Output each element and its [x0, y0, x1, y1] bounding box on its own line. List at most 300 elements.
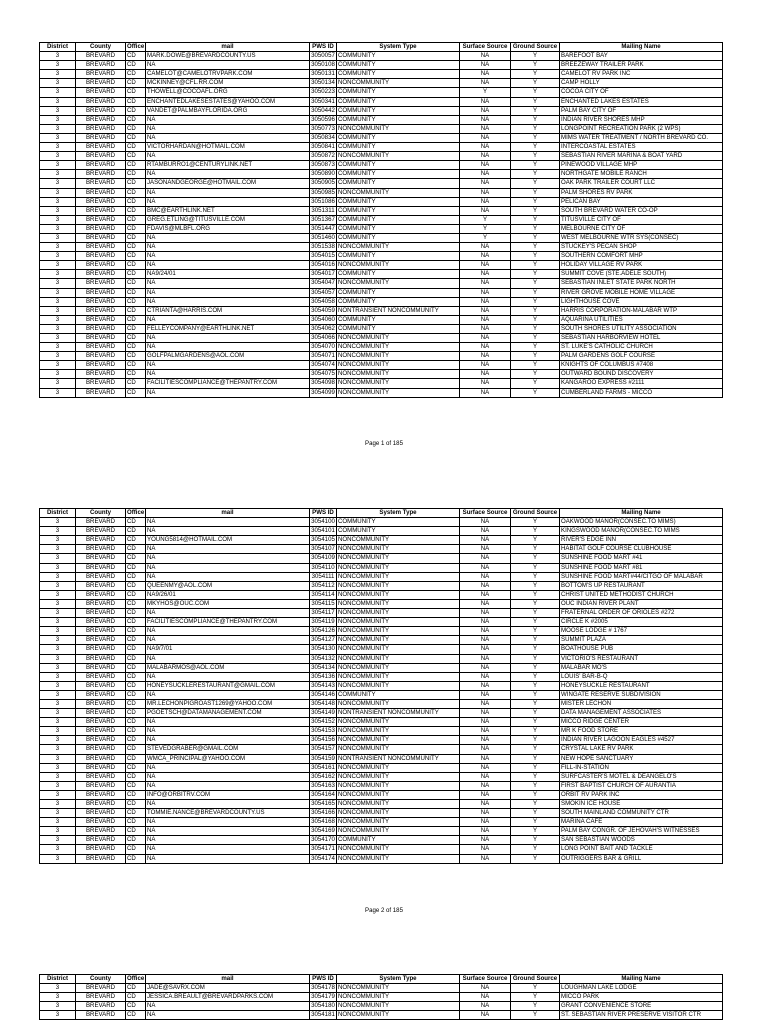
cell-mail: NA [146, 545, 310, 554]
cell-office: CD [126, 599, 146, 608]
cell-mailing-name: PELICAN BAY [560, 197, 723, 206]
cell-mail: NA9/24/01 [146, 270, 310, 279]
cell-county: BREVARD [76, 352, 126, 361]
cell-ground-source: Y [511, 1011, 560, 1020]
cell-surface-source: NA [460, 590, 511, 599]
column-header-ground-source: Ground Source [511, 43, 560, 52]
cell-mailing-name: RIVER'S EDGE INN [560, 536, 723, 545]
cell-ground-source: Y [511, 370, 560, 379]
cell-district: 3 [40, 379, 76, 388]
cell-district: 3 [40, 79, 76, 88]
table-row [40, 243, 723, 252]
cell-system-type: COMMUNITY [337, 197, 460, 206]
table-row [40, 224, 723, 233]
cell-district: 3 [40, 306, 76, 315]
column-header-surface-source: Surface Source [460, 43, 511, 52]
table-row [40, 315, 723, 324]
column-header-mail: mail [146, 509, 310, 518]
cell-system-type: NONCOMMUNITY [337, 800, 460, 809]
cell-system-type: COMMUNITY [337, 288, 460, 297]
cell-mail: NA [146, 772, 310, 781]
cell-district: 3 [40, 279, 76, 288]
cell-mail: NA [146, 818, 310, 827]
cell-mail: NA [146, 518, 310, 527]
table-row [40, 97, 723, 106]
cell-mailing-name: COCOA CITY OF [560, 88, 723, 97]
table-row [40, 545, 723, 554]
cell-mailing-name: OAKWOOD MANOR(CONSEC.TO MIMS) [560, 518, 723, 527]
cell-mail: NA [146, 279, 310, 288]
cell-mail: QUEENMY@AOL.COM [146, 581, 310, 590]
cell-mailing-name: CIRCLE K #2005 [560, 618, 723, 627]
cell-ground-source: Y [511, 115, 560, 124]
cell-office: CD [126, 754, 146, 763]
cell-pws-id: 3054119 [311, 618, 335, 626]
cell-pws-id: 3050131 [311, 70, 335, 78]
cell-ground-source: Y [511, 709, 560, 718]
cell-office: CD [126, 161, 146, 170]
cell-district: 3 [40, 252, 76, 261]
cell-ground-source: Y [511, 306, 560, 315]
cell-pws-id: 3054179 [311, 993, 335, 1001]
cell-ground-source: Y [511, 727, 560, 736]
cell-office: CD [126, 115, 146, 124]
cell-mail: THOWELL@COCOAFL.ORG [146, 88, 310, 97]
cell-ground-source: Y [511, 261, 560, 270]
cell-pws-id: 3050872 [311, 152, 335, 160]
cell-pws-id: 3051460 [311, 233, 335, 241]
cell-district: 3 [40, 361, 76, 370]
cell-ground-source: Y [511, 518, 560, 527]
column-header-mailing-name: Mailing Name [560, 43, 723, 52]
cell-county: BREVARD [76, 179, 126, 188]
cell-district: 3 [40, 718, 76, 727]
cell-district: 3 [40, 1002, 76, 1011]
cell-county: BREVARD [76, 52, 126, 61]
cell-office: CD [126, 563, 146, 572]
cell-system-type: COMMUNITY [337, 315, 460, 324]
cell-mailing-name: ORBIT RV PARK INC [560, 790, 723, 799]
cell-surface-source: NA [460, 206, 511, 215]
cell-office: CD [126, 536, 146, 545]
cell-district: 3 [40, 654, 76, 663]
cell-surface-source: NA [460, 609, 511, 618]
column-header-district: District [40, 509, 76, 518]
table-row [40, 699, 723, 708]
cell-pws-id: 3054127 [311, 636, 335, 644]
table-row [40, 809, 723, 818]
cell-office: CD [126, 993, 146, 1002]
cell-county: BREVARD [76, 279, 126, 288]
column-header-pws-id: PWS ID [310, 509, 337, 518]
cell-ground-source: Y [511, 1002, 560, 1011]
cell-district: 3 [40, 663, 76, 672]
column-header-district: District [40, 975, 76, 984]
cell-surface-source: NA [460, 161, 511, 170]
cell-surface-source: NA [460, 188, 511, 197]
cell-pws-id: 3054062 [311, 324, 335, 332]
table-row [40, 554, 723, 563]
cell-mail: MALABARMOS@AOL.COM [146, 663, 310, 672]
cell-system-type: NONTRANSIENT NONCOMMUNITY [337, 306, 460, 315]
cell-mail: NA [146, 1011, 310, 1020]
cell-ground-source: Y [511, 754, 560, 763]
cell-mailing-name: NEW HOPE SANCTUARY [560, 754, 723, 763]
cell-district: 3 [40, 215, 76, 224]
cell-system-type: COMMUNITY [337, 61, 460, 70]
cell-county: BREVARD [76, 809, 126, 818]
cell-county: BREVARD [76, 270, 126, 279]
cell-district: 3 [40, 618, 76, 627]
cell-mail: MR.LECHONPIGROAST1269@YAHOO.COM [146, 699, 310, 708]
cell-ground-source: Y [511, 618, 560, 627]
cell-mailing-name: FIRST BAPTIST CHURCH OF AURANTIA [560, 781, 723, 790]
cell-ground-source: Y [511, 609, 560, 618]
cell-county: BREVARD [76, 663, 126, 672]
table-row [40, 379, 723, 388]
cell-pws-id: 3050596 [311, 115, 335, 123]
cell-system-type: COMMUNITY [337, 170, 460, 179]
cell-county: BREVARD [76, 152, 126, 161]
cell-ground-source: Y [511, 270, 560, 279]
cell-county: BREVARD [76, 845, 126, 854]
cell-pws-id: 3054105 [311, 536, 335, 544]
cell-office: CD [126, 627, 146, 636]
cell-ground-source: Y [511, 993, 560, 1002]
cell-surface-source: NA [460, 179, 511, 188]
cell-district: 3 [40, 206, 76, 215]
cell-system-type: NONCOMMUNITY [337, 261, 460, 270]
cell-system-type: NONCOMMUNITY [337, 809, 460, 818]
cell-mailing-name: MELBOURNE CITY OF [560, 224, 723, 233]
cell-office: CD [126, 581, 146, 590]
cell-district: 3 [40, 845, 76, 854]
cell-surface-source: NA [460, 343, 511, 352]
document-page-3 [39, 974, 722, 1020]
cell-mailing-name: LIGHTHOUSE COVE [560, 297, 723, 306]
document-page-2 [39, 508, 722, 864]
cell-district: 3 [40, 800, 76, 809]
cell-office: CD [126, 370, 146, 379]
table-row [40, 1002, 723, 1011]
cell-office: CD [126, 252, 146, 261]
column-header-pws-id: PWS ID [310, 975, 337, 984]
cell-system-type: NONCOMMUNITY [337, 736, 460, 745]
table-row [40, 590, 723, 599]
cell-system-type: NONCOMMUNITY [337, 581, 460, 590]
cell-system-type: NONCOMMUNITY [337, 563, 460, 572]
cell-office: CD [126, 781, 146, 790]
cell-pws-id: 3054143 [311, 681, 335, 689]
cell-mailing-name: PALM BAY CONGR. OF JEHOVAH'S WITNESSES [560, 827, 723, 836]
cell-district: 3 [40, 599, 76, 608]
table-row [40, 572, 723, 581]
cell-district: 3 [40, 343, 76, 352]
table-row [40, 690, 723, 699]
cell-system-type: NONCOMMUNITY [337, 854, 460, 863]
cell-mail: NA [146, 343, 310, 352]
cell-mailing-name: WEST MELBOURNE WTR SYS(CONSEC) [560, 233, 723, 242]
cell-county: BREVARD [76, 654, 126, 663]
cell-system-type: NONCOMMUNITY [337, 984, 460, 993]
cell-office: CD [126, 645, 146, 654]
cell-county: BREVARD [76, 206, 126, 215]
table-row [40, 709, 723, 718]
table-row [40, 61, 723, 70]
cell-mail: JESSICA.BREAULT@BREVARDPARKS.COM [146, 993, 310, 1002]
cell-mailing-name: MOOSE LODGE # 1767 [560, 627, 723, 636]
cell-office: CD [126, 97, 146, 106]
cell-pws-id: 3054152 [311, 718, 335, 726]
cell-mail: CTRIANTA@HARRIS.COM [146, 306, 310, 315]
column-header-office: Office [127, 43, 145, 50]
cell-county: BREVARD [76, 334, 126, 343]
cell-district: 3 [40, 536, 76, 545]
cell-office: CD [126, 388, 146, 397]
cell-mailing-name: SURFCASTER'S MOTEL & DEANGELO'S [560, 772, 723, 781]
cell-ground-source: Y [511, 233, 560, 242]
cell-surface-source: NA [460, 854, 511, 863]
table-row [40, 681, 723, 690]
cell-mailing-name: STUCKEY'S PECAN SHOP [560, 243, 723, 252]
cell-mail: STEVEDGRABER@GMAIL.COM [146, 745, 310, 754]
cell-county: BREVARD [76, 143, 126, 152]
table-row [40, 124, 723, 133]
cell-mailing-name: SUNSHINE FOOD MART #81 [560, 563, 723, 572]
cell-pws-id: 3054134 [311, 663, 335, 671]
table-row [40, 252, 723, 261]
table-header-row [40, 509, 723, 518]
cell-mailing-name: MICCO RIDGE CENTER [560, 718, 723, 727]
cell-surface-source: NA [460, 581, 511, 590]
cell-mailing-name: SOUTH BREVARD WATER CO-OP [560, 206, 723, 215]
cell-county: BREVARD [76, 106, 126, 115]
cell-pws-id: 3054170 [311, 836, 335, 844]
cell-system-type: COMMUNITY [337, 179, 460, 188]
table-row [40, 627, 723, 636]
cell-mailing-name: OUTWARD BOUND DISCOVERY [560, 370, 723, 379]
cell-county: BREVARD [76, 827, 126, 836]
cell-office: CD [126, 306, 146, 315]
cell-ground-source: Y [511, 563, 560, 572]
cell-mail: NA [146, 124, 310, 133]
table-row [40, 563, 723, 572]
table-row [40, 827, 723, 836]
cell-ground-source: Y [511, 599, 560, 608]
cell-mail: WMCA_PRINCIPAL@YAHOO.COM [146, 754, 310, 763]
cell-surface-source: NA [460, 243, 511, 252]
cell-ground-source: Y [511, 343, 560, 352]
cell-pws-id: 3054157 [311, 745, 335, 753]
cell-mail: NA [146, 827, 310, 836]
cell-mailing-name: DATA MANAGEMENT ASSOCIATES [560, 709, 723, 718]
cell-surface-source: NA [460, 197, 511, 206]
cell-mailing-name: MICCO PARK [560, 993, 723, 1002]
cell-mailing-name: PALM BAY CITY OF [560, 106, 723, 115]
cell-surface-source: NA [460, 79, 511, 88]
cell-mail: NA [146, 572, 310, 581]
cell-district: 3 [40, 61, 76, 70]
cell-mailing-name: INDIAN RIVER SHORES MHP [560, 115, 723, 124]
cell-surface-source: NA [460, 297, 511, 306]
cell-office: CD [126, 170, 146, 179]
table-row [40, 618, 723, 627]
cell-ground-source: Y [511, 224, 560, 233]
cell-mail: NA [146, 800, 310, 809]
cell-system-type: NONCOMMUNITY [337, 663, 460, 672]
table-row [40, 645, 723, 654]
cell-pws-id: 3054017 [311, 270, 335, 278]
cell-ground-source: Y [511, 206, 560, 215]
cell-pws-id: 3054110 [311, 563, 335, 571]
cell-county: BREVARD [76, 315, 126, 324]
cell-office: CD [126, 654, 146, 663]
cell-mailing-name: BOATHOUSE PUB [560, 645, 723, 654]
cell-ground-source: Y [511, 152, 560, 161]
cell-ground-source: Y [511, 645, 560, 654]
cell-system-type: COMMUNITY [337, 161, 460, 170]
cell-ground-source: Y [511, 690, 560, 699]
cell-surface-source: NA [460, 370, 511, 379]
cell-office: CD [126, 270, 146, 279]
cell-mailing-name: HARRIS CORPORATION-MALABAR WTP [560, 306, 723, 315]
cell-mail: NA [146, 243, 310, 252]
table-row [40, 599, 723, 608]
cell-mail: NA [146, 636, 310, 645]
cell-ground-source: Y [511, 379, 560, 388]
cell-pws-id: 3054109 [311, 554, 335, 562]
cell-office: CD [126, 818, 146, 827]
cell-mail: FELLEYCOMPANY@EARTHLINK.NET [146, 324, 310, 333]
cell-office: CD [126, 143, 146, 152]
cell-ground-source: Y [511, 124, 560, 133]
cell-pws-id: 3054156 [311, 736, 335, 744]
table-row [40, 672, 723, 681]
table-row [40, 334, 723, 343]
cell-pws-id: 3054153 [311, 727, 335, 735]
cell-pws-id: 3054181 [311, 1011, 335, 1019]
cell-office: CD [126, 79, 146, 88]
cell-county: BREVARD [76, 1011, 126, 1020]
cell-county: BREVARD [76, 681, 126, 690]
cell-surface-source: NA [460, 270, 511, 279]
cell-surface-source: NA [460, 718, 511, 727]
cell-mailing-name: LOUGHMAN LAKE LODGE [560, 984, 723, 993]
cell-district: 3 [40, 297, 76, 306]
cell-mailing-name: MISTER LECHON [560, 699, 723, 708]
cell-system-type: NONCOMMUNITY [337, 152, 460, 161]
table-row [40, 306, 723, 315]
cell-mail: NA [146, 736, 310, 745]
cell-surface-source: NA [460, 261, 511, 270]
cell-system-type: NONCOMMUNITY [337, 352, 460, 361]
cell-ground-source: Y [511, 699, 560, 708]
cell-pws-id: 3050985 [311, 188, 335, 196]
cell-mail: NA [146, 261, 310, 270]
table-row [40, 854, 723, 863]
cell-mailing-name: HABITAT GOLF COURSE CLUBHOUSE [560, 545, 723, 554]
cell-office: CD [126, 663, 146, 672]
cell-district: 3 [40, 152, 76, 161]
cell-ground-source: Y [511, 288, 560, 297]
cell-pws-id: 3054126 [311, 627, 335, 635]
cell-office: CD [126, 343, 146, 352]
cell-system-type: COMMUNITY [337, 527, 460, 536]
cell-office: CD [126, 352, 146, 361]
cell-district: 3 [40, 388, 76, 397]
cell-mailing-name: KINGSWOOD MANOR(CONSEC.TO MIMS [560, 527, 723, 536]
cell-district: 3 [40, 106, 76, 115]
cell-system-type: NONCOMMUNITY [337, 343, 460, 352]
cell-district: 3 [40, 527, 76, 536]
cell-mailing-name: SOUTH SHORES UTILITY ASSOCIATION [560, 324, 723, 333]
cell-mailing-name: CUMBERLAND FARMS - MICCO [560, 388, 723, 397]
cell-mail: NA [146, 133, 310, 142]
cell-surface-source: NA [460, 143, 511, 152]
cell-system-type: NONCOMMUNITY [337, 79, 460, 88]
cell-surface-source: NA [460, 252, 511, 261]
cell-ground-source: Y [511, 809, 560, 818]
cell-surface-source: NA [460, 672, 511, 681]
cell-office: CD [126, 718, 146, 727]
cell-ground-source: Y [511, 536, 560, 545]
cell-mailing-name: OAK PARK TRAILER COURT LLC [560, 179, 723, 188]
cell-office: CD [126, 572, 146, 581]
cell-district: 3 [40, 115, 76, 124]
cell-pws-id: 3050442 [311, 106, 335, 114]
cell-surface-source: NA [460, 361, 511, 370]
cell-ground-source: Y [511, 324, 560, 333]
cell-mailing-name: MIMS WATER TREATMENT / NORTH BREVARD CO. [560, 133, 723, 142]
cell-mail: NA [146, 609, 310, 618]
cell-surface-source: Y [460, 233, 511, 242]
table-header-row [40, 43, 723, 52]
cell-county: BREVARD [76, 781, 126, 790]
cell-surface-source: NA [460, 124, 511, 133]
cell-mail: TOMMIE.NANCE@BREVARDCOUNTY.US [146, 809, 310, 818]
cell-surface-source: NA [460, 727, 511, 736]
cell-ground-source: Y [511, 161, 560, 170]
cell-district: 3 [40, 124, 76, 133]
cell-district: 3 [40, 188, 76, 197]
cell-district: 3 [40, 97, 76, 106]
table-row [40, 79, 723, 88]
cell-pws-id: 3054130 [311, 645, 335, 653]
cell-pws-id: 3054074 [311, 361, 335, 369]
page-footer-2: Page 2 of 185 [365, 907, 403, 914]
cell-system-type: NONTRANSIENT NONCOMMUNITY [337, 709, 460, 718]
cell-office: CD [126, 188, 146, 197]
cell-district: 3 [40, 1011, 76, 1020]
cell-system-type: NONTRANSIENT NONCOMMUNITY [337, 754, 460, 763]
cell-mail: NA [146, 152, 310, 161]
cell-office: CD [126, 133, 146, 142]
cell-office: CD [126, 545, 146, 554]
cell-office: CD [126, 70, 146, 79]
cell-office: CD [126, 763, 146, 772]
column-header-system-type: System Type [337, 975, 460, 984]
cell-pws-id: 3054178 [311, 984, 335, 992]
cell-mail: INFO@ORBITRV.COM [146, 790, 310, 799]
cell-office: CD [126, 233, 146, 242]
cell-system-type: NONCOMMUNITY [337, 818, 460, 827]
cell-ground-source: Y [511, 352, 560, 361]
cell-system-type: NONCOMMUNITY [337, 370, 460, 379]
cell-county: BREVARD [76, 388, 126, 397]
cell-system-type: NONCOMMUNITY [337, 645, 460, 654]
cell-system-type: COMMUNITY [337, 133, 460, 142]
cell-ground-source: Y [511, 61, 560, 70]
